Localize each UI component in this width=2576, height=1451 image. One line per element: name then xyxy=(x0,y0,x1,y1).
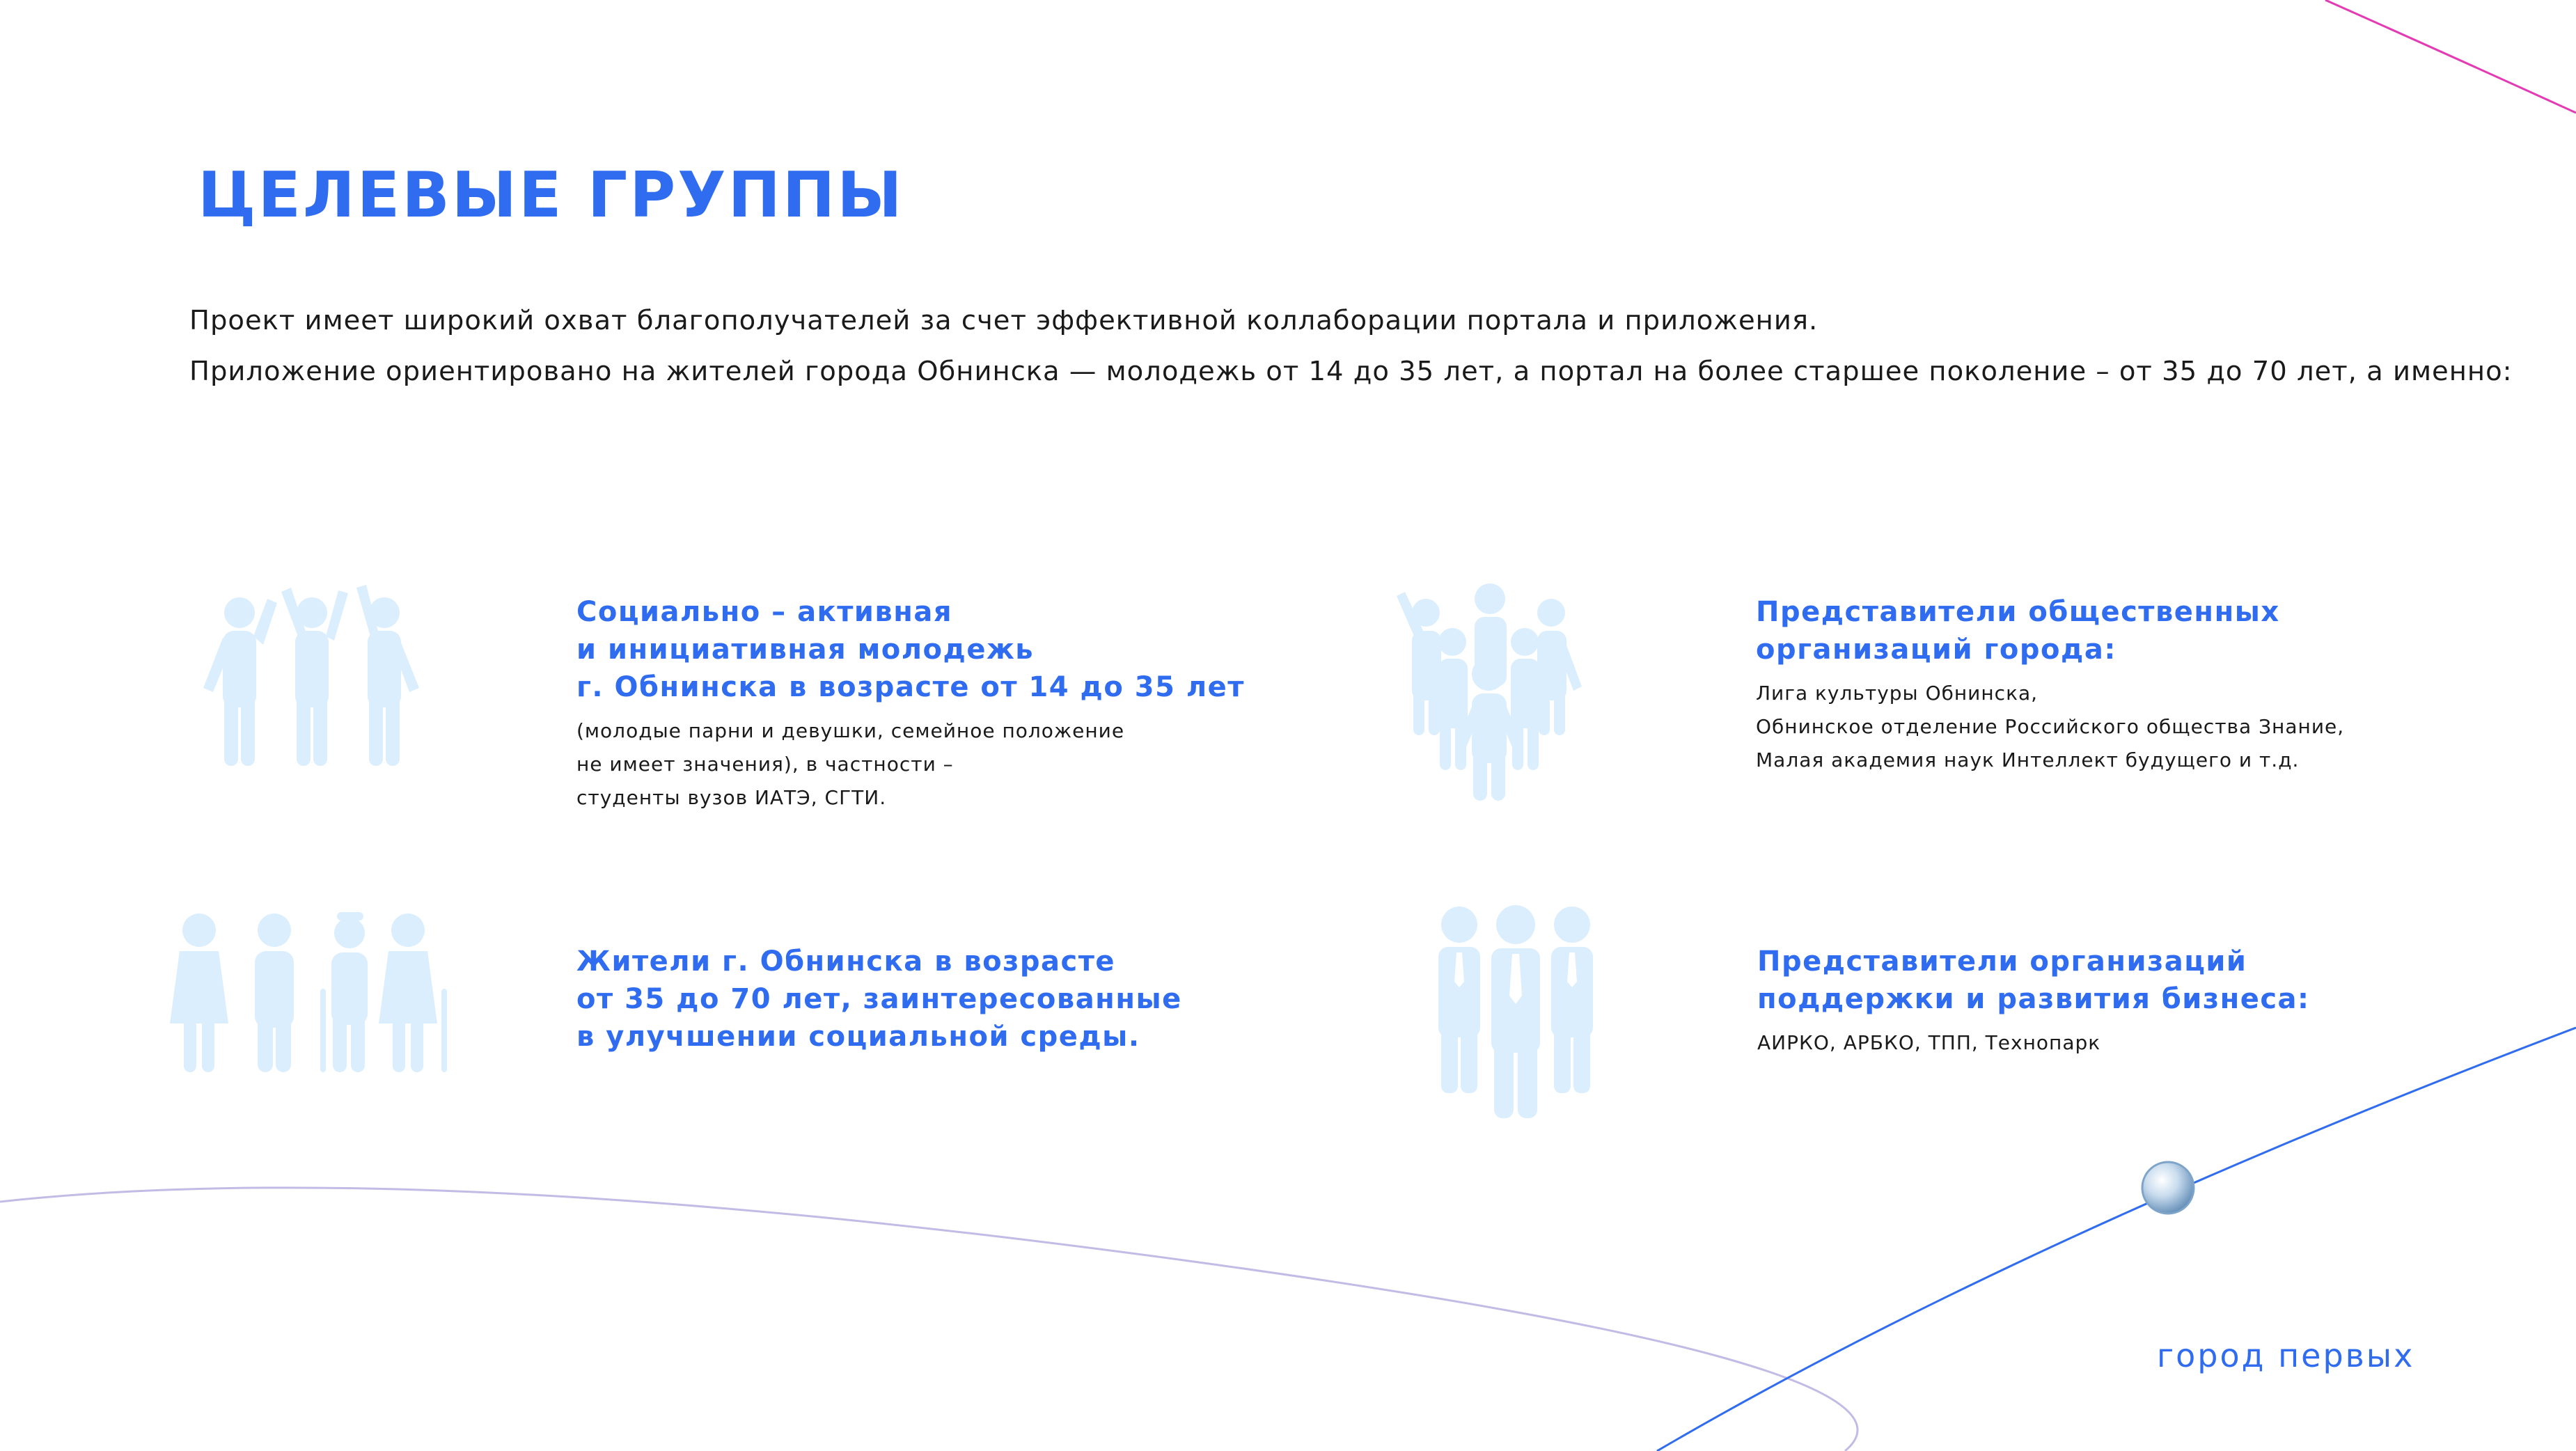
group-business-support xyxy=(1757,943,2558,1060)
group-heading: Жители г. Обнинска в возрасте от 35 до 70 лет, заинтересованные в улучшении социальной среды. xyxy=(576,946,1182,1053)
group-description: АИРКО, АРБКО, ТПП, Технопарк xyxy=(1757,1031,2101,1054)
intro-text xyxy=(189,295,2543,397)
group-heading: Социально – активная и инициативная молодежь г. Обнинска в возрасте от 14 до 35 лет xyxy=(576,596,1245,703)
brand-logo-text: город первых xyxy=(2157,1337,2415,1374)
adult-residents-icon xyxy=(160,912,460,1072)
group-description: (молодые парни и девушки, семейное положение не имеет значения), в частности – студенты вузов ИАТЭ, СГТИ. xyxy=(576,719,1125,809)
group-heading: Представители общественных организаций города: xyxy=(1756,596,2280,666)
intro-line-2: Приложение ориентировано на жителей города Обнинска — молодежь от 14 до 35 лет, а портал на более старшее поколение – от 35 до 70 лет, а именно: xyxy=(189,356,2513,387)
blue-arc-line xyxy=(1657,1028,2576,1451)
page-title: ЦЕЛЕВЫЕ ГРУППЫ xyxy=(198,159,904,232)
business-support-icon xyxy=(1429,905,1603,1118)
public-organizations-icon xyxy=(1392,582,1587,801)
group-heading: Представители организаций поддержки и развития бизнеса: xyxy=(1757,946,2310,1015)
group-youth xyxy=(576,593,1273,815)
pink-arc-line xyxy=(2325,0,2576,113)
purple-arc-line xyxy=(0,1188,1858,1451)
group-public-organizations xyxy=(1756,593,2557,777)
group-adult-residents xyxy=(576,943,1273,1056)
intro-line-1: Проект имеет широкий охват благополучателей за счет эффективной коллаборации портала и приложения. xyxy=(189,305,1819,336)
group-description: Лига культуры Обнинска, Обнинское отделение Российского общества Знание, Малая академия наук Интеллект будущего и т.д. xyxy=(1756,682,2345,771)
orbit-node xyxy=(2142,1162,2194,1214)
youth-group-icon xyxy=(195,585,432,766)
